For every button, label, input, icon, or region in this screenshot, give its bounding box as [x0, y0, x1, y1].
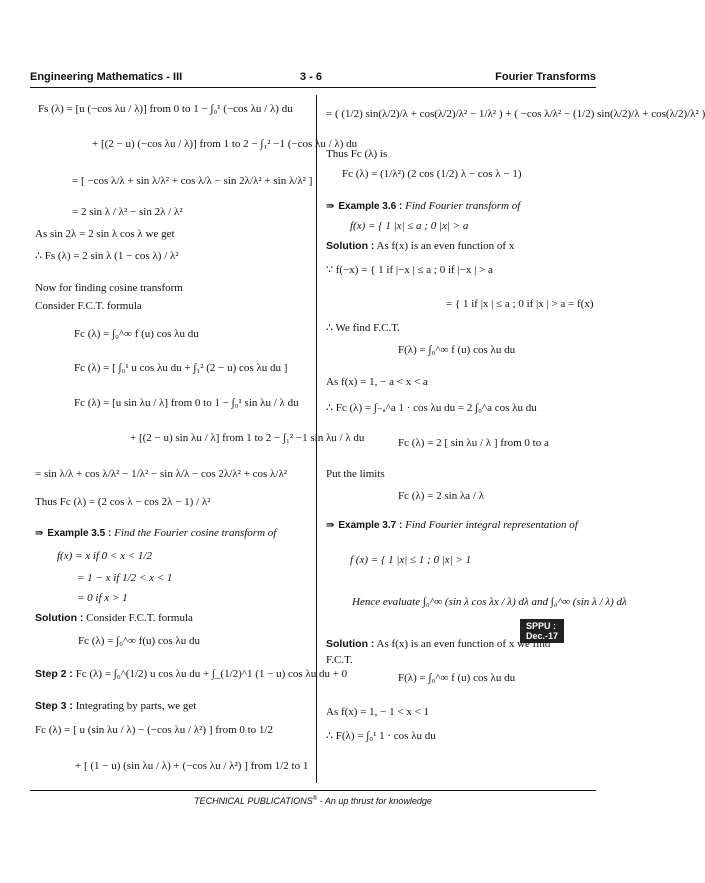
solution-label: Solution : — [35, 612, 84, 624]
page-number: 3 - 6 — [300, 71, 323, 83]
equation-line: = 2 sin λ / λ² − sin 2λ / λ² — [72, 206, 183, 218]
header-rule — [30, 87, 596, 88]
solution-label: Solution : — [326, 240, 375, 252]
equation-line: Fc (λ) = [u sin λu / λ] from 0 to 1 − ∫₀¹ sin λu / λ du — [74, 397, 299, 409]
step-line — [35, 668, 347, 681]
equation-line: ∴ Fc (λ) = ∫₋ₐ^a 1 · cos λu du = 2 ∫₀^a cos λu du — [326, 402, 537, 414]
equation-line: F(λ) = ∫₀^∞ f (u) cos λu du — [398, 344, 516, 356]
equation-line: Fc (λ) = (1/λ²) (2 cos (1/2) λ − cos λ − 1) — [342, 168, 522, 180]
publisher-tagline: - An up thrust for knowledge — [317, 796, 432, 806]
arrow-icon: ⇛ — [326, 201, 335, 212]
equation-line: + [ (1 − u) (sin λu / λ) + (−cos λu / λ²) ] from 1/2 to 1 — [75, 760, 309, 772]
equation-line: Fc (λ) = ∫₀^∞ f(u) cos λu du — [78, 635, 200, 647]
equation-line: As f(x) = 1, − 1 < x < 1 — [326, 706, 430, 718]
example-number: Example 3.6 : — [338, 201, 403, 212]
step-label: Step 2 : — [35, 668, 73, 680]
footer-rule — [30, 790, 596, 791]
equation-line: f (x) = { 1 |x| ≤ 1 ; 0 |x| > 1 — [350, 554, 472, 566]
book-title: Engineering Mathematics - III — [30, 71, 183, 83]
step-text: Fc (λ) = ∫₀^(1/2) u cos λu du + ∫_(1/2)^1 (1 − u) cos λu du + 0 — [72, 668, 348, 680]
equation-line: Fc (λ) = 2 [ sin λu / λ ] from 0 to a — [398, 437, 549, 449]
equation-line: Fc (λ) = [ u (sin λu / λ) − (−cos λu / λ²) ] from 0 to 1/2 — [35, 724, 273, 736]
example-description: Find Fourier integral representation of — [405, 519, 578, 531]
solution-line — [326, 638, 550, 651]
equation-line: Fs (λ) = [u (−cos λu / λ)] from 0 to 1 − ∫₀¹ (−cos λu / λ) du — [38, 103, 293, 115]
example-description: Find Fourier transform of — [405, 200, 521, 212]
example-heading — [326, 200, 520, 213]
equation-line: = ( (1/2) sin(λ/2)/λ + cos(λ/2)/λ² − 1/λ² ) + ( −cos λ/λ² − (1/2) sin(λ/2)/λ + cos(λ/2)/λ² ) — [326, 108, 705, 120]
arrow-icon: ⇛ — [35, 528, 44, 539]
equation-line: ∴ Fs (λ) = 2 sin λ (1 − cos λ) / λ² — [35, 250, 179, 262]
equation-line: Thus Fc (λ) = (2 cos λ − cos 2λ − 1) / λ² — [35, 496, 211, 508]
text-line: ∴ We find F.C.T. — [326, 322, 400, 334]
equation-line: F(λ) = ∫₀^∞ f (u) cos λu du — [398, 672, 516, 684]
registered-mark: ® — [312, 796, 318, 802]
text-line: As sin 2λ = 2 sin λ cos λ we get — [35, 228, 175, 240]
example-number: Example 3.5 : — [47, 528, 112, 539]
example-heading — [35, 527, 276, 540]
equation-line: Fc (λ) = [ ∫₀¹ u cos λu du + ∫₁² (2 − u) cos λu du ] — [74, 362, 288, 374]
equation-line: = 1 − x if 1/2 < x < 1 — [77, 572, 173, 584]
equation-line: = { 1 if |x | ≤ a ; 0 if |x | > a = f(x) — [446, 298, 594, 310]
text-line: Now for finding cosine transform — [35, 282, 183, 294]
solution-label: Solution : — [326, 638, 375, 650]
text-line: Consider F.C.T. formula — [35, 300, 142, 312]
exam-badge: SPPU : Dec.-17 — [520, 619, 564, 643]
equation-line: ∴ F(λ) = ∫₀¹ 1 · cos λu du — [326, 730, 436, 742]
equation-line: f(x) = x if 0 < x < 1/2 — [57, 550, 152, 562]
page-header — [30, 71, 596, 87]
equation-line: + [(2 − u) sin λu / λ] from 1 to 2 − ∫₁² −1 sin λu / λ du — [130, 432, 365, 444]
solution-text: Consider F.C.T. formula — [83, 612, 193, 624]
equation-line: Hence evaluate ∫₀^∞ (sin λ cos λx / λ) dλ and ∫₀^∞ (sin λ / λ) dλ — [352, 596, 627, 608]
solution-text: As f(x) is an even function of x — [374, 240, 515, 252]
step-label: Step 3 : — [35, 700, 73, 712]
step-text: Integrating by parts, we get — [72, 700, 197, 712]
equation-line: = sin λ/λ + cos λ/λ² − 1/λ² − sin λ/λ − cos 2λ/λ² + cos λ/λ² — [35, 468, 288, 480]
example-heading — [326, 519, 578, 532]
chapter-title: Fourier Transforms — [495, 71, 596, 83]
text-line: F.C.T. — [326, 654, 353, 666]
equation-line: = [ −cos λ/λ + sin λ/λ² + cos λ/λ − sin 2λ/λ² + sin λ/λ² ] — [72, 175, 313, 187]
publisher-name: TECHNICAL PUBLICATIONS — [194, 796, 313, 806]
solution-line — [326, 240, 514, 253]
equation-line: + [(2 − u) (−cos λu / λ)] from 1 to 2 − ∫₁² −1 (−cos λu / λ) du — [92, 138, 358, 150]
equation-line: ∵ f(−x) = { 1 if |−x | ≤ a ; 0 if |−x | > a — [326, 264, 493, 276]
example-number: Example 3.7 : — [338, 520, 403, 531]
arrow-icon: ⇛ — [326, 520, 335, 531]
page-footer — [0, 796, 626, 806]
equation-line: f(x) = { 1 |x| ≤ a ; 0 |x| > a — [350, 220, 469, 232]
solution-text: As f(x) is an even function of x we find — [374, 638, 551, 650]
text-line: Put the limits — [326, 468, 385, 480]
solution-line — [35, 612, 193, 625]
equation-line: Fc (λ) = ∫₀^∞ f (u) cos λu du — [74, 328, 199, 340]
equation-line: = 0 if x > 1 — [77, 592, 128, 604]
equation-line: As f(x) = 1, − a < x < a — [326, 376, 428, 388]
example-description: Find the Fourier cosine transform of — [114, 527, 277, 539]
step-line — [35, 700, 196, 713]
text-line: Thus Fc (λ) is — [326, 148, 388, 160]
equation-line: Fc (λ) = 2 sin λa / λ — [398, 490, 485, 502]
